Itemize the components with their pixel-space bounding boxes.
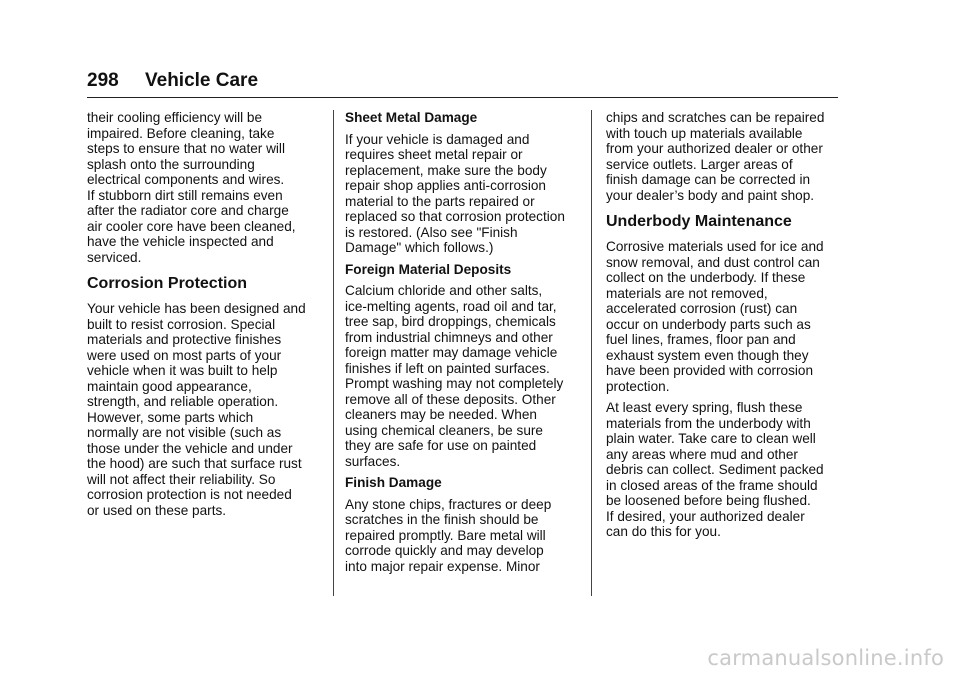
text-line: replacement, make sure the body — [345, 162, 547, 178]
text-line: maintain good appearance, — [87, 378, 252, 394]
header-rule — [87, 97, 838, 98]
text-line: strength, and reliable operation. — [87, 394, 279, 409]
page-header — [87, 68, 838, 98]
text-line: accelerated corrosion (rust) can — [606, 301, 798, 316]
text-line: collect on the underbody. If these — [606, 270, 806, 285]
corrosion-protection-paragraph — [87, 301, 323, 518]
text-line: repair shop applies anti-corrosion — [345, 178, 546, 193]
text-line: into major repair expense. Minor — [345, 558, 540, 574]
text-line: normally are not visible (such as — [87, 425, 282, 440]
text-line: materials from the underbody with — [606, 415, 811, 431]
text-line: Prompt washing may not completely — [345, 376, 564, 391]
text-line: finishes if left on painted surfaces. — [345, 360, 550, 376]
text-line: tree sap, bird droppings, chemicals — [345, 314, 556, 329]
text-line: materials are not removed, — [606, 285, 768, 301]
text-line: Damage" which follows.) — [345, 240, 494, 255]
text-line: in closed areas of the frame should — [606, 477, 818, 493]
text-line: will not affect their reliability. So — [87, 471, 276, 487]
column-divider — [333, 110, 334, 596]
text-line: service outlets. Larger areas of — [606, 156, 793, 172]
text-line: from industrial chimneys and other — [345, 329, 553, 345]
text-line: their cooling efficiency will be — [87, 110, 263, 125]
text-line: Your vehicle has been designed and — [87, 301, 306, 316]
section-title: Vehicle Care — [145, 70, 259, 91]
text-line: occur on underbody parts such as — [606, 316, 811, 332]
text-line: electrical components and wires. — [87, 172, 285, 187]
text-line: air cooler core have been cleaned, — [87, 218, 296, 234]
text-line: If stubborn dirt still remains even — [87, 187, 283, 203]
text-line: splash onto the surrounding — [87, 156, 255, 172]
text-line: If your vehicle is damaged and — [345, 131, 530, 147]
text-line: plain water. Take care to clean well — [606, 431, 816, 446]
text-line: debris can collect. Sediment packed — [606, 462, 824, 477]
text-line: chips and scratches can be repaired — [606, 110, 825, 125]
text-line: those under the vehicle and under — [87, 440, 293, 456]
finish-damage-continued-paragraph — [606, 110, 842, 203]
text-line: impaired. Before cleaning, take — [87, 125, 275, 141]
text-line: using chemical cleaners, be sure — [345, 422, 543, 438]
underbody-maintenance-heading: Underbody Maintenance — [606, 213, 792, 230]
text-line: snow removal, and dust control can — [606, 254, 820, 270]
text-line: Any stone chips, fractures or deep — [345, 496, 552, 512]
underbody-flush-paragraph — [606, 400, 842, 540]
text-line: finish damage can be corrected in — [606, 172, 811, 187]
text-line: after the radiator core and charge — [87, 203, 289, 218]
text-line: requires sheet metal repair or — [345, 147, 523, 162]
finish-damage-paragraph — [345, 497, 583, 575]
text-line: with touch up materials available — [606, 125, 803, 141]
watermark: carmanualsonline.info — [707, 646, 944, 670]
text-line: ice-melting agents, road oil and tar, — [345, 298, 557, 314]
finish-damage-heading: Finish Damage — [345, 475, 442, 490]
text-line: Calcium chloride and other salts, — [345, 283, 543, 298]
text-line: Corrosive materials used for ice and — [606, 239, 824, 254]
intro-paragraph — [87, 110, 323, 265]
text-line: replaced so that corrosion protection — [345, 209, 565, 224]
text-line: protection. — [606, 378, 670, 394]
text-line: vehicle when it was built to help — [87, 363, 278, 378]
underbody-maintenance-paragraph — [606, 239, 842, 394]
text-line: fuel lines, frames, floor pan and — [606, 332, 796, 347]
text-line: serviced. — [87, 249, 142, 265]
sheet-metal-damage-paragraph — [345, 132, 583, 256]
text-line: have the vehicle inspected and — [87, 234, 274, 249]
text-line: corrode quickly and may develop — [345, 543, 544, 558]
text-line: At least every spring, flush these — [606, 400, 803, 415]
text-line: cleaners may be needed. When — [345, 407, 537, 422]
text-line: can do this for you. — [606, 524, 721, 539]
foreign-material-deposits-paragraph — [345, 283, 583, 469]
page-number: 298 — [87, 70, 119, 91]
text-line: the hood) are such that surface rust — [87, 456, 302, 471]
corrosion-protection-heading: Corrosion Protection — [87, 275, 248, 292]
text-line: have been provided with corrosion — [606, 363, 814, 378]
text-line: your dealer’s body and paint shop. — [606, 187, 815, 203]
text-line: from your authorized dealer or other — [606, 141, 823, 156]
column-middle — [345, 110, 583, 580]
text-line: built to resist corrosion. Special — [87, 316, 276, 332]
text-line: However, some parts which — [87, 409, 254, 425]
text-line: If desired, your authorized dealer — [606, 508, 805, 524]
column-divider — [591, 110, 592, 596]
text-line: remove all of these deposits. Other — [345, 391, 556, 407]
text-line: be loosened before being flushed. — [606, 493, 811, 508]
text-line: steps to ensure that no water will — [87, 141, 285, 156]
text-line: surfaces. — [345, 453, 401, 469]
text-line: foreign matter may damage vehicle — [345, 345, 558, 360]
text-line: scratches in the finish should be — [345, 512, 539, 527]
text-line: were used on most parts of your — [87, 347, 282, 363]
text-line: materials and protective finishes — [87, 332, 282, 347]
column-right — [606, 110, 842, 546]
text-line: is restored. (Also see "Finish — [345, 224, 518, 240]
sheet-metal-damage-heading: Sheet Metal Damage — [345, 110, 478, 125]
text-line: they are safe for use on painted — [345, 438, 537, 453]
column-left — [87, 110, 323, 524]
text-line: material to the parts repaired or — [345, 193, 535, 209]
text-line: any areas where mud and other — [606, 446, 798, 462]
foreign-material-deposits-heading: Foreign Material Deposits — [345, 261, 512, 277]
text-line: or used on these parts. — [87, 502, 227, 518]
text-line: repaired promptly. Bare metal will — [345, 527, 546, 543]
text-line: exhaust system even though they — [606, 347, 809, 363]
text-line: corrosion protection is not needed — [87, 487, 292, 502]
